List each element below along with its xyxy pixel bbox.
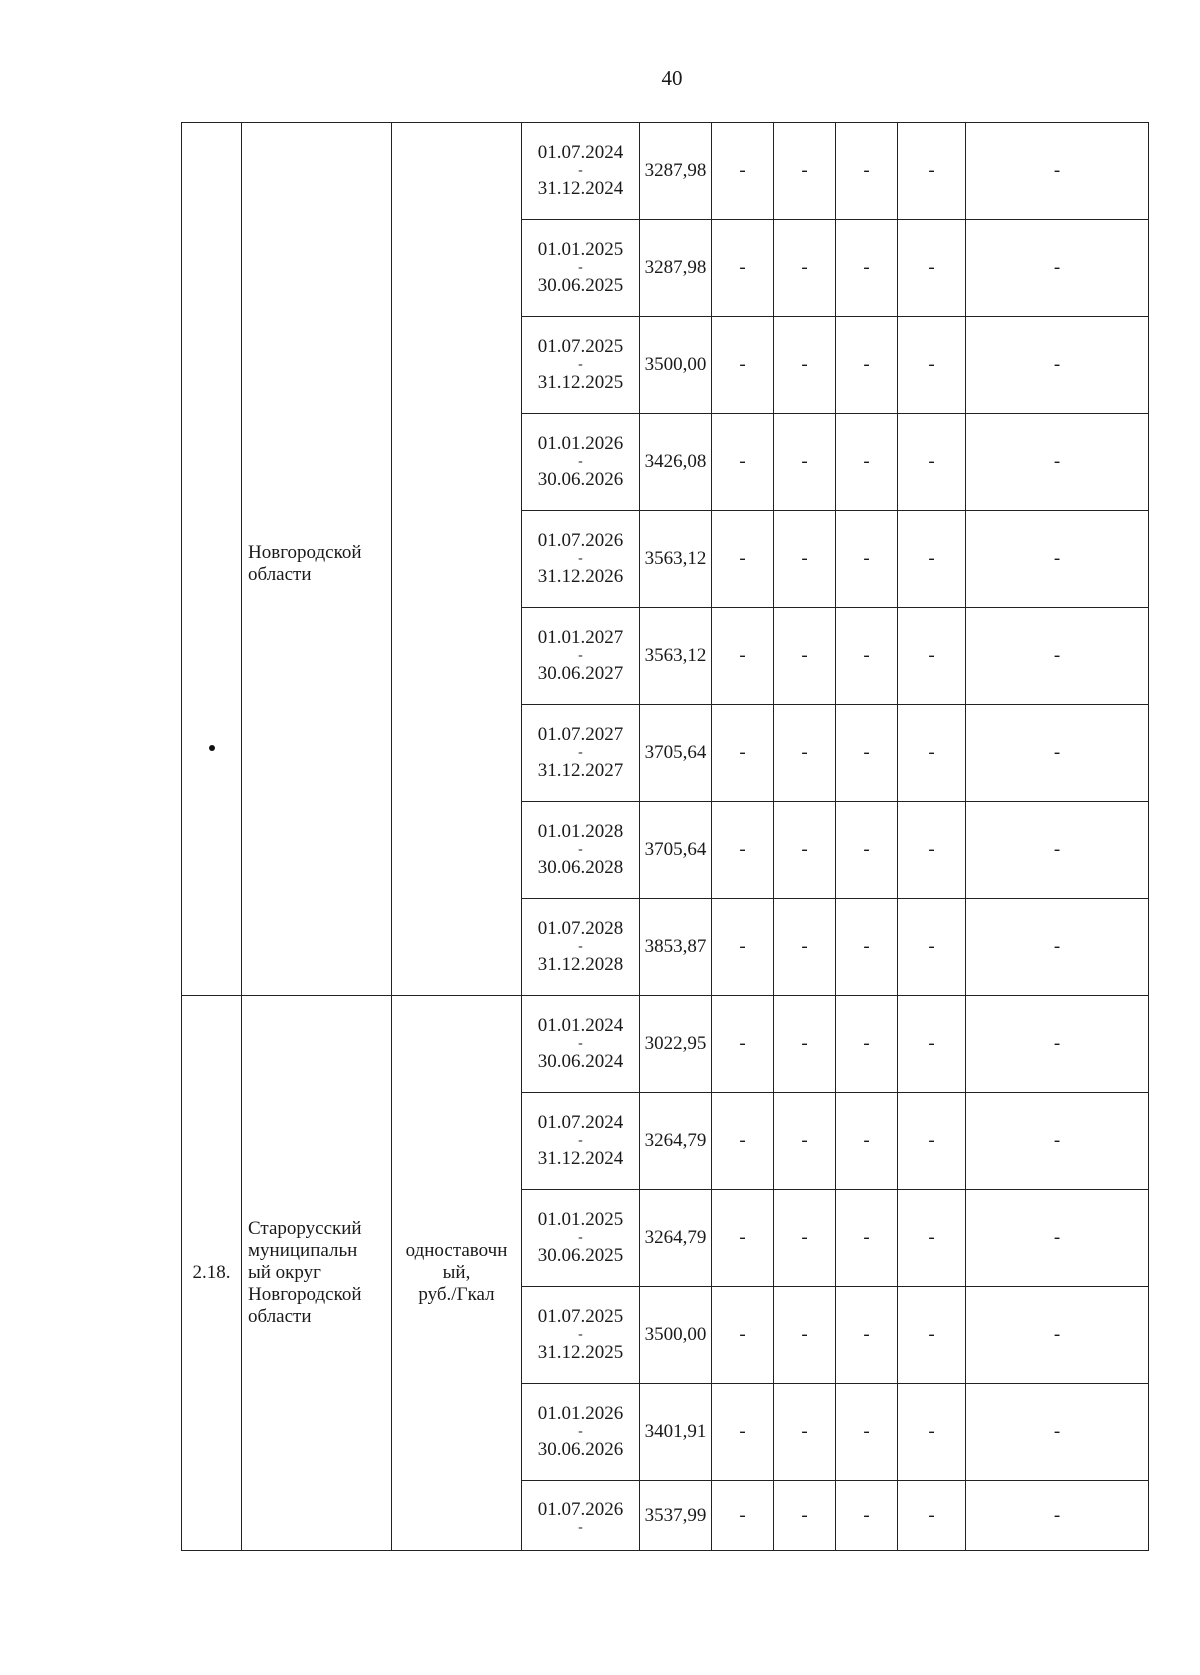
territory-name-line: Новгородской <box>248 542 362 563</box>
dash-mark: - <box>863 257 870 278</box>
empty-value-cell <box>966 705 1149 802</box>
empty-value-cell <box>966 996 1149 1093</box>
empty-value-cell <box>966 802 1149 899</box>
territory-name-line: муниципальн <box>248 1240 358 1261</box>
dash-mark: - <box>928 742 935 763</box>
tariff-value: 3287,98 <box>644 257 707 278</box>
empty-value-cell <box>836 123 898 220</box>
empty-value-cell <box>712 996 774 1093</box>
tariff-type-line: руб./Гкал <box>418 1284 495 1305</box>
dash-mark: - <box>801 839 808 860</box>
empty-value-cell <box>898 705 966 802</box>
tariff-value-cell <box>640 1481 712 1551</box>
tariff-value: 3401,91 <box>644 1421 707 1442</box>
period <box>522 432 639 492</box>
empty-value-cell <box>898 511 966 608</box>
period-cell <box>522 608 640 705</box>
period-from: 01.07.2024 <box>537 142 624 163</box>
empty-value-cell <box>898 317 966 414</box>
dash-mark: - <box>928 645 935 666</box>
dash-mark: - <box>928 839 935 860</box>
period-cell <box>522 899 640 996</box>
period-from: 01.01.2024 <box>537 1015 624 1036</box>
territory-name-line: области <box>248 564 312 585</box>
empty-value-cell <box>712 123 774 220</box>
empty-value-cell <box>712 1384 774 1481</box>
empty-value-cell <box>966 608 1149 705</box>
dash-mark: - <box>739 742 746 763</box>
period-separator: - <box>578 357 583 372</box>
period <box>522 820 639 880</box>
empty-value-cell <box>898 996 966 1093</box>
empty-value-cell <box>774 802 836 899</box>
dash-mark: - <box>801 548 808 569</box>
period-from: 01.07.2026 <box>537 530 624 551</box>
period <box>522 141 639 201</box>
dash-mark: - <box>1053 936 1061 957</box>
empty-value-cell <box>836 899 898 996</box>
dash-mark: - <box>739 451 746 472</box>
period-from: 01.07.2027 <box>537 724 624 745</box>
period <box>522 1208 639 1268</box>
period-separator: - <box>578 1424 583 1439</box>
empty-value-cell <box>898 414 966 511</box>
period-cell <box>522 705 640 802</box>
tariff-type-line: ый, <box>442 1262 471 1283</box>
dash-mark: - <box>928 1033 935 1054</box>
empty-value-cell <box>966 1093 1149 1190</box>
dash-mark: - <box>863 1130 870 1151</box>
dash-mark: - <box>928 936 935 957</box>
empty-value-cell <box>774 414 836 511</box>
period <box>522 917 639 977</box>
dash-mark: - <box>928 451 935 472</box>
row-number-cell <box>182 123 242 996</box>
dash-mark: - <box>739 160 746 181</box>
period <box>522 723 639 783</box>
dash-mark: - <box>863 354 870 375</box>
tariff-value-cell <box>640 1190 712 1287</box>
period-to: 30.06.2027 <box>537 663 624 684</box>
dash-mark: - <box>1053 1421 1061 1442</box>
dash-mark: - <box>863 1227 870 1248</box>
period-separator: - <box>578 1036 583 1051</box>
empty-value-cell <box>898 1384 966 1481</box>
period-cell <box>522 123 640 220</box>
dash-mark: - <box>1053 451 1061 472</box>
tariff-value-cell <box>640 1384 712 1481</box>
empty-value-cell <box>774 511 836 608</box>
period-to: 30.06.2026 <box>537 1439 624 1460</box>
period-cell <box>522 511 640 608</box>
row-number-cell <box>182 996 242 1551</box>
period-cell <box>522 220 640 317</box>
empty-value-cell <box>712 1481 774 1551</box>
empty-value-cell <box>774 705 836 802</box>
period-separator: - <box>578 551 583 566</box>
empty-value-cell <box>712 1093 774 1190</box>
period-cell <box>522 1287 640 1384</box>
period-from: 01.07.2025 <box>537 336 624 357</box>
dash-mark: - <box>863 936 870 957</box>
period-separator: - <box>578 1230 583 1245</box>
dash-mark: - <box>928 1227 935 1248</box>
dash-mark: - <box>801 1227 808 1248</box>
dash-mark: - <box>863 645 870 666</box>
tariff-value-cell <box>640 608 712 705</box>
empty-value-cell <box>712 220 774 317</box>
empty-value-cell <box>836 1093 898 1190</box>
period-separator: - <box>578 745 583 760</box>
tariff-value-cell <box>640 414 712 511</box>
period-to: 30.06.2025 <box>537 1245 624 1266</box>
dash-mark: - <box>863 1033 870 1054</box>
empty-value-cell <box>774 996 836 1093</box>
dash-mark: - <box>1053 839 1061 860</box>
dash-mark: - <box>739 1227 746 1248</box>
empty-value-cell <box>898 1287 966 1384</box>
tariff-value-cell <box>640 802 712 899</box>
tariff-value-cell <box>640 996 712 1093</box>
empty-value-cell <box>898 1481 966 1551</box>
empty-value-cell <box>966 1190 1149 1287</box>
period-separator: - <box>578 454 583 469</box>
dash-mark: - <box>801 451 808 472</box>
empty-value-cell <box>966 1384 1149 1481</box>
empty-value-cell <box>712 705 774 802</box>
period-to: 30.06.2024 <box>537 1051 624 1072</box>
period-to: 31.12.2025 <box>537 1342 624 1363</box>
empty-value-cell <box>836 802 898 899</box>
period-from: 01.01.2028 <box>537 821 624 842</box>
tariff-type-cell <box>392 123 522 996</box>
tariff-value: 3705,64 <box>644 742 707 763</box>
tariff-value-cell <box>640 317 712 414</box>
tariff-value: 3426,08 <box>644 451 707 472</box>
dash-mark: - <box>1053 1130 1061 1151</box>
dash-mark: - <box>801 1130 808 1151</box>
empty-value-cell <box>898 1190 966 1287</box>
table-row <box>182 123 1149 220</box>
dash-mark: - <box>1053 1227 1061 1248</box>
dash-mark: - <box>928 1504 935 1526</box>
dash-mark: - <box>1053 160 1061 181</box>
territory-name-cell <box>242 123 392 996</box>
period-from: 01.01.2026 <box>537 433 624 454</box>
dash-mark: - <box>928 1421 935 1442</box>
dash-mark: - <box>1053 257 1061 278</box>
empty-value-cell <box>966 220 1149 317</box>
period-cell <box>522 414 640 511</box>
empty-value-cell <box>966 123 1149 220</box>
period <box>522 1402 639 1462</box>
dash-mark: - <box>863 742 870 763</box>
empty-value-cell <box>898 608 966 705</box>
empty-value-cell <box>898 899 966 996</box>
period-cell <box>522 996 640 1093</box>
period-to: 31.12.2024 <box>537 178 624 199</box>
period-cell <box>522 1384 640 1481</box>
dash-mark: - <box>1053 548 1061 569</box>
dash-mark: - <box>928 354 935 375</box>
period-cell <box>522 1190 640 1287</box>
table-row <box>182 996 1149 1093</box>
empty-value-cell <box>836 317 898 414</box>
bullet-mark <box>209 745 215 751</box>
tariff-value: 3264,79 <box>644 1130 707 1151</box>
empty-value-cell <box>836 414 898 511</box>
period-from: 01.07.2028 <box>537 918 624 939</box>
period-separator: - <box>578 939 583 954</box>
dash-mark: - <box>863 839 870 860</box>
period-from: 01.01.2026 <box>537 1403 624 1424</box>
dash-mark: - <box>1053 1324 1061 1345</box>
tariff-value: 3563,12 <box>644 548 707 569</box>
dash-mark: - <box>928 160 935 181</box>
dash-mark: - <box>739 1324 746 1345</box>
dash-mark: - <box>739 839 746 860</box>
empty-value-cell <box>898 1093 966 1190</box>
period-separator: - <box>578 1519 583 1535</box>
period-separator: - <box>578 260 583 275</box>
period-separator: - <box>578 163 583 178</box>
tariff-value-cell <box>640 1093 712 1190</box>
page-number: 40 <box>661 66 683 90</box>
period <box>522 529 639 589</box>
period <box>522 1111 639 1171</box>
empty-value-cell <box>774 220 836 317</box>
tariff-value: 3563,12 <box>644 645 707 666</box>
empty-value-cell <box>774 899 836 996</box>
period-to: 31.12.2027 <box>537 760 624 781</box>
period-cell <box>522 802 640 899</box>
period <box>522 626 639 686</box>
empty-value-cell <box>774 317 836 414</box>
dash-mark: - <box>801 1421 808 1442</box>
territory-name-line: Новгородской <box>248 1284 362 1305</box>
period-from: 01.07.2025 <box>537 1306 624 1327</box>
empty-value-cell <box>712 899 774 996</box>
empty-value-cell <box>836 1384 898 1481</box>
tariff-value-cell <box>640 899 712 996</box>
tariff-value-cell <box>640 220 712 317</box>
period-cell <box>522 1093 640 1190</box>
period <box>522 1498 639 1534</box>
dash-mark: - <box>801 354 808 375</box>
tariff-value-cell <box>640 511 712 608</box>
empty-value-cell <box>836 1287 898 1384</box>
period-to: 31.12.2025 <box>537 372 624 393</box>
period-to: 30.06.2025 <box>537 275 624 296</box>
dash-mark: - <box>739 354 746 375</box>
dash-mark: - <box>739 1130 746 1151</box>
dash-mark: - <box>739 1033 746 1054</box>
dash-mark: - <box>801 1504 808 1526</box>
tariff-value-cell <box>640 1287 712 1384</box>
empty-value-cell <box>712 802 774 899</box>
empty-value-cell <box>836 1190 898 1287</box>
dash-mark: - <box>739 936 746 957</box>
period <box>522 238 639 298</box>
period-to: 31.12.2028 <box>537 954 624 975</box>
empty-value-cell <box>966 511 1149 608</box>
empty-value-cell <box>712 511 774 608</box>
period-from: 01.07.2026 <box>537 1498 624 1520</box>
empty-value-cell <box>712 414 774 511</box>
dash-mark: - <box>801 936 808 957</box>
empty-value-cell <box>712 1190 774 1287</box>
dash-mark: - <box>863 1324 870 1345</box>
dash-mark: - <box>863 1504 870 1526</box>
period-to: 30.06.2026 <box>537 469 624 490</box>
empty-value-cell <box>836 220 898 317</box>
dash-mark: - <box>801 1324 808 1345</box>
period-from: 01.01.2025 <box>537 1209 624 1230</box>
empty-value-cell <box>836 1481 898 1551</box>
period <box>522 1014 639 1074</box>
empty-value-cell <box>898 220 966 317</box>
empty-value-cell <box>774 1384 836 1481</box>
empty-value-cell <box>966 899 1149 996</box>
tariff-value: 3264,79 <box>644 1227 707 1248</box>
period-from: 01.01.2025 <box>537 239 624 260</box>
dash-mark: - <box>928 257 935 278</box>
territory-name-cell <box>242 996 392 1551</box>
empty-value-cell <box>774 1287 836 1384</box>
dash-mark: - <box>739 1504 746 1526</box>
tariff-value: 3853,87 <box>644 936 707 957</box>
period-to: 30.06.2028 <box>537 857 624 878</box>
dash-mark: - <box>863 160 870 181</box>
dash-mark: - <box>863 548 870 569</box>
dash-mark: - <box>801 160 808 181</box>
dash-mark: - <box>928 1130 935 1151</box>
period-separator: - <box>578 1327 583 1342</box>
tariff-table <box>181 122 1149 1551</box>
period-to: 31.12.2024 <box>537 1148 624 1169</box>
dash-mark: - <box>801 257 808 278</box>
empty-value-cell <box>836 705 898 802</box>
dash-mark: - <box>739 1421 746 1442</box>
territory-name-line: области <box>248 1306 312 1327</box>
dash-mark: - <box>801 1033 808 1054</box>
dash-mark: - <box>739 257 746 278</box>
dash-mark: - <box>1053 1033 1061 1054</box>
dash-mark: - <box>739 548 746 569</box>
empty-value-cell <box>712 317 774 414</box>
tariff-value-cell <box>640 123 712 220</box>
dash-mark: - <box>801 645 808 666</box>
period-from: 01.01.2027 <box>537 627 624 648</box>
empty-value-cell <box>774 1190 836 1287</box>
tariff-type-line: одноставочн <box>405 1240 508 1261</box>
dash-mark: - <box>928 548 935 569</box>
tariff-value-cell <box>640 705 712 802</box>
empty-value-cell <box>836 511 898 608</box>
empty-value-cell <box>898 123 966 220</box>
row-number: 2.18. <box>192 1262 231 1283</box>
empty-value-cell <box>774 608 836 705</box>
tariff-value: 3500,00 <box>644 1324 707 1345</box>
period <box>522 335 639 395</box>
dash-mark: - <box>1053 645 1061 666</box>
period-separator: - <box>578 842 583 857</box>
empty-value-cell <box>774 1093 836 1190</box>
period-to: 31.12.2026 <box>537 566 624 587</box>
empty-value-cell <box>966 1481 1149 1551</box>
tariff-value: 3287,98 <box>644 160 707 181</box>
empty-value-cell <box>898 802 966 899</box>
empty-value-cell <box>836 608 898 705</box>
empty-value-cell <box>966 414 1149 511</box>
period <box>522 1305 639 1365</box>
period-from: 01.07.2024 <box>537 1112 624 1133</box>
dash-mark: - <box>863 451 870 472</box>
empty-value-cell <box>836 996 898 1093</box>
empty-value-cell <box>774 123 836 220</box>
empty-value-cell <box>774 1481 836 1551</box>
dash-mark: - <box>1053 742 1061 763</box>
empty-value-cell <box>712 1287 774 1384</box>
tariff-value: 3022,95 <box>644 1033 707 1054</box>
territory-name-line: Старорусский <box>248 1218 362 1239</box>
tariff-value: 3705,64 <box>644 839 707 860</box>
empty-value-cell <box>712 608 774 705</box>
dash-mark: - <box>1053 354 1061 375</box>
period-separator: - <box>578 1133 583 1148</box>
dash-mark: - <box>1053 1504 1061 1526</box>
empty-value-cell <box>966 317 1149 414</box>
period-separator: - <box>578 648 583 663</box>
dash-mark: - <box>739 645 746 666</box>
dash-mark: - <box>863 1421 870 1442</box>
tariff-value: 3537,99 <box>644 1504 707 1526</box>
dash-mark: - <box>928 1324 935 1345</box>
dash-mark: - <box>801 742 808 763</box>
tariff-value: 3500,00 <box>644 354 707 375</box>
period-cell <box>522 1481 640 1551</box>
empty-value-cell <box>966 1287 1149 1384</box>
territory-name-line: ый округ <box>248 1262 321 1283</box>
tariff-type-cell <box>392 996 522 1551</box>
period-cell <box>522 317 640 414</box>
